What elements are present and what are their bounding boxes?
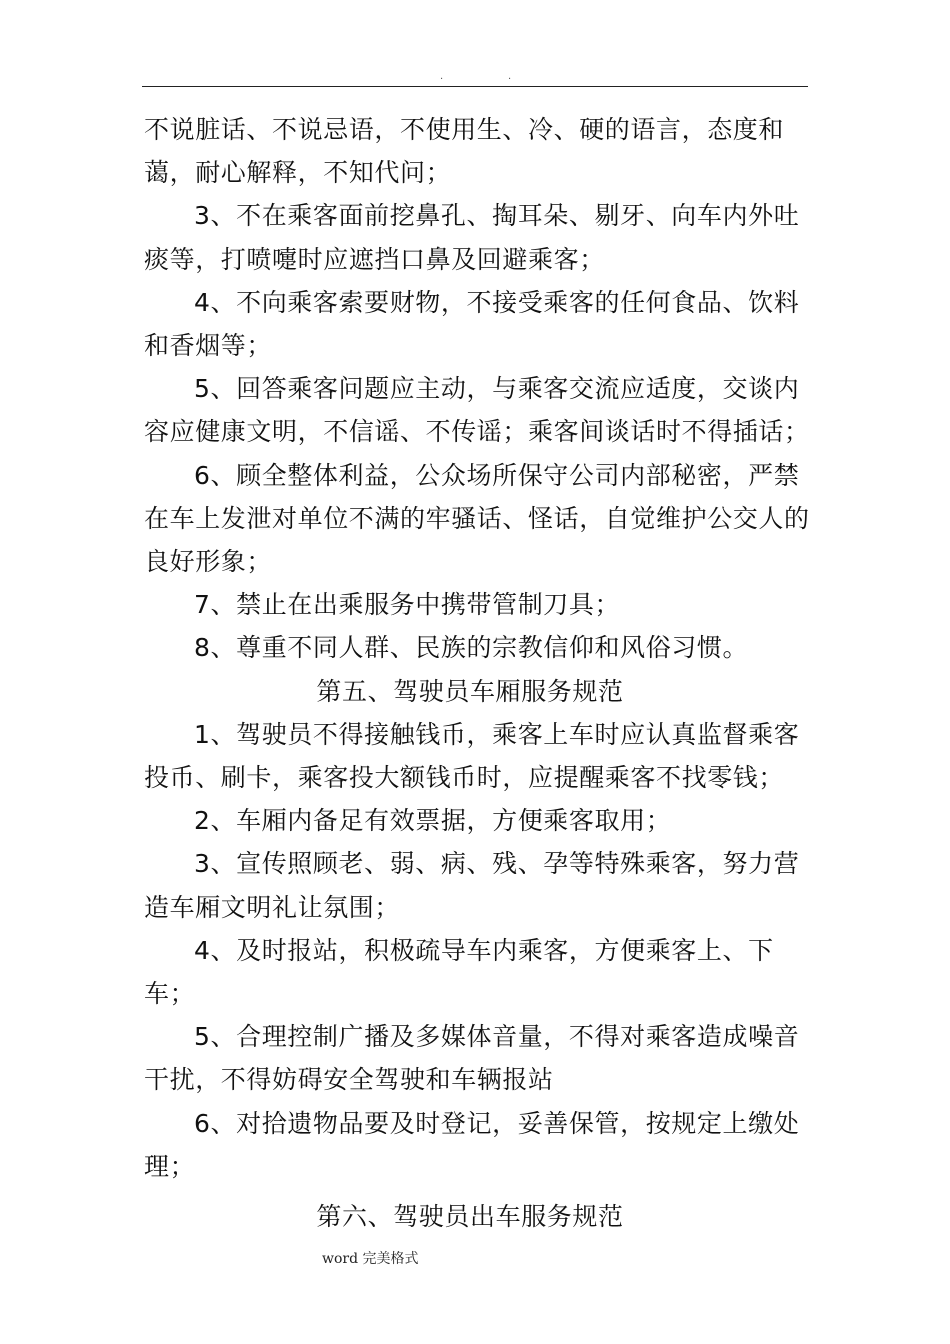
section-heading: 第六、驾驶员出车服务规范 (316, 1202, 624, 1232)
header-dot: . (508, 71, 512, 82)
header-dot: . (440, 71, 444, 82)
list-item: 5、回答乘客问题应主动，与乘客交流应适度，交谈内容应健康文明，不信谣、不传谣；乘客间谈话时不得插话； (144, 374, 810, 447)
list-item: 6、对拾遗物品要及时登记，妥善保管，按规定上缴处理； (144, 1108, 800, 1181)
list-item: 8、尊重不同人群、民族的宗教信仰和风俗习惯。 (194, 633, 749, 663)
list-item: 2、车厢内备足有效票据，方便乘客取用； (194, 806, 672, 836)
paragraph-continuation: 不说脏话、不说忌语，不使用生、冷、硬的语言，态度和蔼，耐心解释，不知代问； (144, 115, 785, 188)
document-body (144, 108, 816, 1238)
list-item: 7、禁止在出乘服务中携带管制刀具； (194, 590, 621, 620)
list-item: 1、驾驶员不得接触钱币，乘客上车时应认真监督乘客投币、刷卡，乘客投大额钱币时，应提醒乘客不找零钱； (144, 719, 800, 793)
list-item: 4、及时报站，积极疏导车内乘客，方便乘客上、下车； (144, 935, 774, 1009)
list-item: 3、宣传照顾老、弱、病、残、孕等特殊乘客，努力营造车厢文明礼让氛围； (144, 849, 800, 922)
list-item: 3、不在乘客面前挖鼻孔、掏耳朵、剔牙、向车内外吐痰等，打喷嚏时应遮挡口鼻及回避乘客； (144, 201, 800, 274)
header-rule (142, 86, 808, 87)
list-item: 6、顾全整体利益，公众场所保守公司内部秘密，严禁在车上发泄对单位不满的牢骚话、怪话，自觉维护公交人的良好形象； (144, 460, 810, 577)
list-item: 5、合理控制广播及多媒体音量，不得对乘客造成噪音干扰，不得妨碍安全驾驶和车辆报站 (144, 1022, 800, 1095)
section-heading: 第五、驾驶员车厢服务规范 (316, 676, 624, 706)
list-item: 4、不向乘客索要财物，不接受乘客的任何食品、饮料和香烟等； (144, 287, 800, 361)
footer-text: word 完美格式 (322, 1251, 419, 1267)
